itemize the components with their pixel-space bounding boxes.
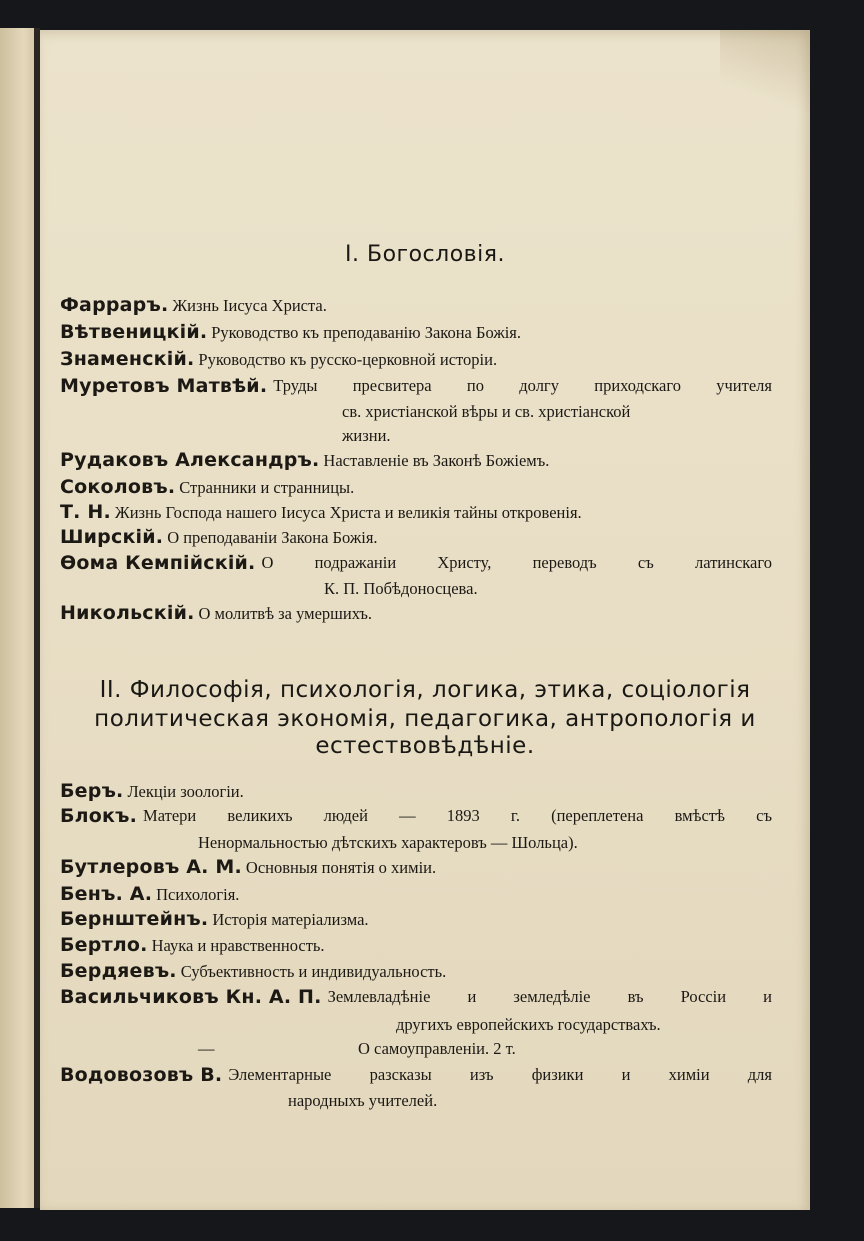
entry-title: Руководство къ русско-церковной исторіи. xyxy=(198,350,498,369)
entry-title: Труды пресвитера по долгу приходскаго учителя xyxy=(273,376,772,395)
entry-author: Рудаковъ Александръ. xyxy=(60,449,320,471)
entry-continuation: жизни. xyxy=(342,426,391,445)
entry-blok xyxy=(60,805,772,827)
entry-author: Знаменскій. xyxy=(60,348,195,370)
entry-title: Психологія. xyxy=(156,885,240,904)
entry-butlerov xyxy=(60,856,780,880)
entry-title: Исторія матеріализма. xyxy=(212,910,369,929)
section-heading-2-line3: естествовѣдѣніе. xyxy=(315,733,535,759)
entry-title: О молитвѣ за умершихъ. xyxy=(198,604,372,623)
entry-title: Субъективность и индивидуальность. xyxy=(180,962,447,981)
entry-author: Фарраръ. xyxy=(60,294,169,316)
entry-title: Лекціи зоологіи. xyxy=(127,782,244,801)
entry-continuation: К. П. Побѣдоносцева. xyxy=(324,579,478,598)
entry-tn xyxy=(60,501,780,525)
entry-continuation: св. христіанской вѣры и св. христіанской xyxy=(342,402,631,421)
entry-znamensky xyxy=(60,348,780,372)
entry-title: Странники и странницы. xyxy=(179,478,355,497)
entry-author: Т. Н. xyxy=(60,501,111,523)
entry-author: Ширскій. xyxy=(60,526,164,548)
entry-nikolsky xyxy=(60,602,780,626)
entry-continuation: народныхъ учителей. xyxy=(288,1091,438,1110)
entry-author: Васильчиковъ Кн. А. П. xyxy=(60,986,322,1008)
entry-continuation: другихъ европейскихъ государствахъ. xyxy=(396,1015,661,1034)
entry-author: Бертло. xyxy=(60,934,148,956)
entry-author: Бенъ. А. xyxy=(60,883,153,905)
adjacent-page-edge xyxy=(0,28,34,1208)
entry-author: Беръ. xyxy=(60,780,124,802)
entry-author: Бернштейнъ. xyxy=(60,908,209,930)
ditto-dash: — xyxy=(198,1039,215,1058)
entry-author: Бердяевъ. xyxy=(60,960,177,982)
entry-title: Руководство къ преподаванію Закона Божія. xyxy=(211,323,522,342)
entry-title: Матери великихъ людей — 1893 г. (переплетена вмѣстѣ съ xyxy=(143,806,772,825)
entry-ben xyxy=(60,883,780,907)
book-page xyxy=(40,30,810,1210)
entry-title: Элементарные разсказы изъ физики и химіи для xyxy=(228,1065,772,1084)
entry-rudakov xyxy=(60,449,780,473)
entry-author: Ѳома Кемпійскій. xyxy=(60,552,256,574)
entry-author: Вѣтвеницкій. xyxy=(60,321,208,343)
section-heading-1: I. Богословія. xyxy=(345,242,505,267)
section-heading-2-line1: II. Философія, психологія, логика, этика, соціологія xyxy=(99,677,751,703)
entry-farrar xyxy=(60,294,780,318)
entry-berthelot xyxy=(60,934,780,958)
entry-author: Блокъ. xyxy=(60,805,138,827)
entry-author: Бутлеровъ А. М. xyxy=(60,856,242,878)
entry-author: Никольскій. xyxy=(60,602,195,624)
entry-title: Жизнь Господа нашего Іисуса Христа и великія тайны откровенія. xyxy=(114,503,582,522)
entry-ber xyxy=(60,780,780,804)
entry-title: Наука и нравственность. xyxy=(151,936,325,955)
section-heading-2-line2: политическая экономія, педагогика, антропологія и xyxy=(94,706,756,732)
entry-title: О подражаніи Христу, переводъ съ латинскаго xyxy=(261,553,772,572)
entry-sokolov xyxy=(60,476,780,500)
entry-title: О самоуправленіи. 2 т. xyxy=(358,1039,516,1058)
entry-berdyaev xyxy=(60,960,780,984)
entry-shirsky xyxy=(60,526,780,550)
entry-title: Основныя понятія о химіи. xyxy=(245,858,437,877)
entry-title: Землевладѣніе и земледѣліе въ Россіи и xyxy=(327,987,772,1006)
entry-author: Водовозовъ В. xyxy=(60,1064,223,1086)
entry-vetvenitsky xyxy=(60,321,780,345)
page-corner-fold xyxy=(720,30,810,190)
entry-muretov xyxy=(60,375,772,397)
entry-kempis xyxy=(60,552,772,574)
entry-title: Жизнь Іисуса Христа. xyxy=(172,296,327,315)
entry-title: О преподаваніи Закона Божія. xyxy=(167,528,378,547)
entry-author: Соколовъ. xyxy=(60,476,176,498)
entry-continuation: Ненормальностью дѣтскихъ характеровъ — Шольца). xyxy=(198,833,578,852)
entry-vasilchikov xyxy=(60,986,772,1008)
entry-vodovozov xyxy=(60,1064,772,1086)
entry-title: Наставленіе въ Законѣ Божіемъ. xyxy=(323,451,550,470)
entry-author: Муретовъ Матвѣй. xyxy=(60,375,268,397)
entry-bernstein xyxy=(60,908,780,932)
